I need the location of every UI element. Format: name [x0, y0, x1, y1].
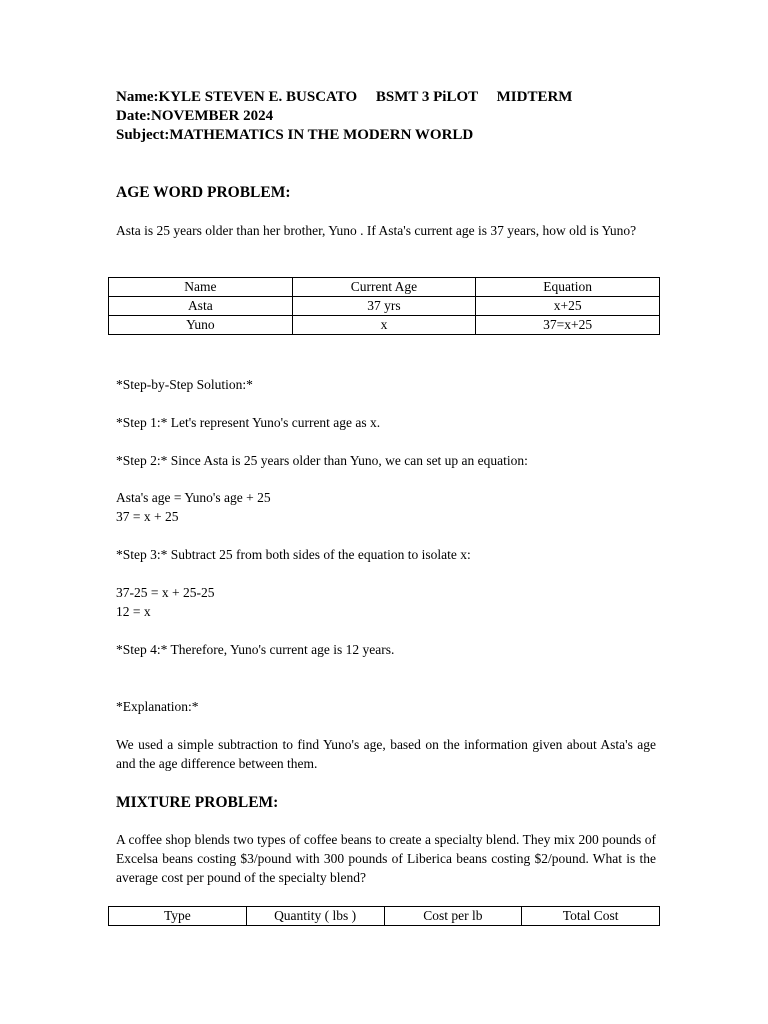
explanation-paragraph: We used a simple subtraction to find Yuno's age, based on the information given about Asta's age and the age difference between them. — [116, 737, 656, 771]
age-table-header-cell: Name — [109, 278, 293, 297]
equation-line-2: 37 = x + 25 — [116, 509, 179, 524]
mixture-table-header-row — [109, 907, 660, 926]
mixture-problem-heading: MIXTURE PROBLEM: — [116, 794, 279, 811]
table-cell: x+25 — [476, 297, 660, 316]
equation-line-3: 37-25 = x + 25-25 — [116, 585, 215, 600]
age-table-header-cell: Equation — [476, 278, 660, 297]
mixture-table — [108, 906, 660, 926]
age-table — [108, 277, 660, 335]
header-name-line: Name:KYLE STEVEN E. BUSCATO BSMT 3 PiLOT MIDTERM — [116, 89, 573, 105]
mixture-table-header-cell: Quantity ( lbs ) — [246, 907, 384, 926]
header-subject-line: Subject:MATHEMATICS IN THE MODERN WORLD — [116, 127, 474, 143]
age-table-header-cell: Current Age — [292, 278, 476, 297]
table-cell: x — [292, 316, 476, 335]
explanation-title: *Explanation:* — [116, 699, 199, 714]
step-1: *Step 1:* Let's represent Yuno's current age as x. — [116, 415, 381, 430]
table-cell: 37=x+25 — [476, 316, 660, 335]
equation-line-1: Asta's age = Yuno's age + 25 — [116, 490, 271, 505]
solution-title: *Step-by-Step Solution:* — [116, 377, 253, 392]
step-2: *Step 2:* Since Asta is 25 years older than Yuno, we can set up an equation: — [116, 453, 528, 468]
table-row — [109, 297, 660, 316]
step-3: *Step 3:* Subtract 25 from both sides of the equation to isolate x: — [116, 547, 471, 562]
age-table-header-row — [109, 278, 660, 297]
mixture-problem-question: A coffee shop blends two types of coffee beans to create a specialty blend. They mix 200 pounds of Excelsa beans costing $3/pound with 300 pounds of Liberica beans costing $2/pound. What is the average cost per pound of the specialty blend? — [116, 832, 656, 885]
header-date-line: Date:NOVEMBER 2024 — [116, 108, 274, 124]
table-cell: Asta — [109, 297, 293, 316]
mixture-table-header-cell: Total Cost — [522, 907, 660, 926]
age-problem-heading: AGE WORD PROBLEM: — [116, 184, 291, 201]
mixture-table-header-cell: Type — [109, 907, 247, 926]
step-4: *Step 4:* Therefore, Yuno's current age is 12 years. — [116, 642, 395, 657]
age-problem-question: Asta is 25 years older than her brother, Yuno . If Asta's current age is 37 years, how old is Yuno? — [116, 223, 637, 238]
table-cell: Yuno — [109, 316, 293, 335]
table-cell: 37 yrs — [292, 297, 476, 316]
table-row — [109, 316, 660, 335]
mixture-table-header-cell: Cost per lb — [384, 907, 522, 926]
equation-line-4: 12 = x — [116, 604, 151, 619]
